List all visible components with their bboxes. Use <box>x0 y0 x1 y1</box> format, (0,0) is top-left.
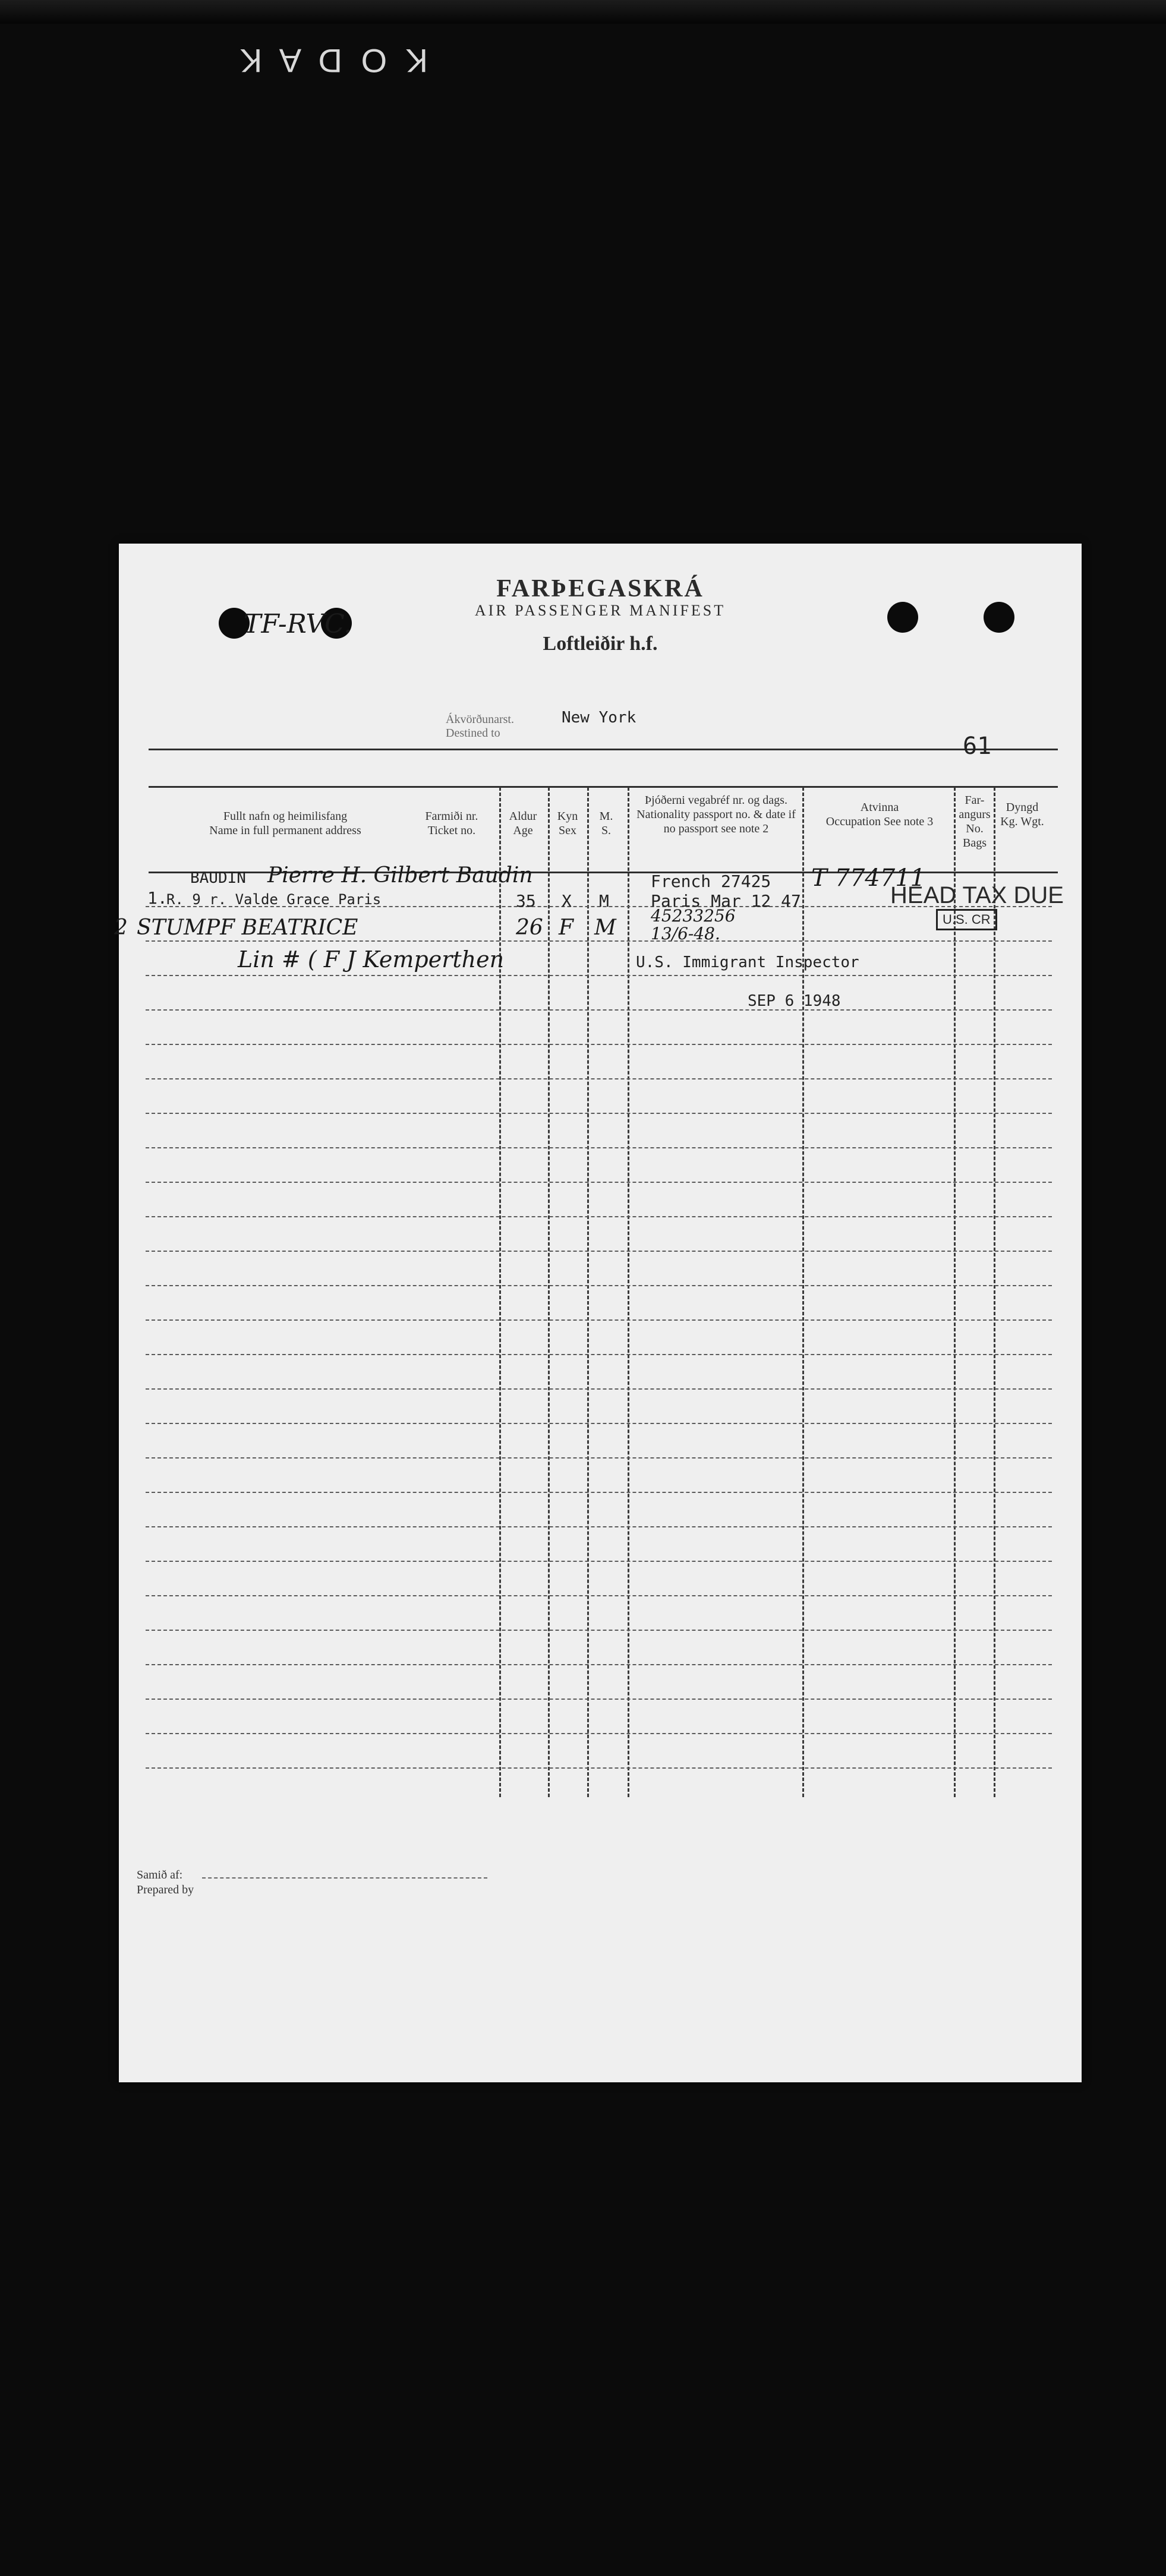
row-line <box>146 1561 1052 1562</box>
row-line <box>146 1388 1052 1390</box>
col-header-sex-is: Kyn <box>557 810 578 823</box>
row-line <box>146 1251 1052 1252</box>
row-line <box>146 1078 1052 1079</box>
row-line <box>146 1664 1052 1665</box>
col-header-age-en: Age <box>513 824 533 837</box>
sealed-label: Samið af: <box>137 1868 183 1882</box>
head-tax-stamp: HEAD TAX DUE <box>890 882 1064 908</box>
row-line <box>146 1492 1052 1493</box>
column-divider <box>499 787 501 1797</box>
destination-label-is: Ákvörðunarst. <box>446 713 514 726</box>
column-divider <box>994 787 995 1797</box>
passenger-passport-date: 13/6-48. <box>651 924 720 943</box>
passenger-sex: X <box>562 891 572 911</box>
column-divider <box>954 787 956 1797</box>
flight-handwritten: TF-RVC. <box>244 609 352 639</box>
row-line <box>146 1182 1052 1183</box>
col-header-sex-en: Sex <box>559 824 576 837</box>
document-subtitle: AIR PASSENGER MANIFEST <box>474 602 726 619</box>
row-line <box>146 1147 1052 1148</box>
us-stamp: U.S. CR <box>936 909 997 930</box>
col-header-occupation-is: Atvinna <box>860 801 899 814</box>
passenger-ms: M <box>599 891 609 911</box>
passenger-name: STUMPF BEATRICE <box>137 916 358 940</box>
col-header-nationality <box>633 793 799 836</box>
col-header-weight <box>995 800 1049 829</box>
row-line <box>146 1767 1052 1769</box>
col-header-name-en: Name in full permanent address <box>209 824 361 837</box>
sealed-line <box>202 1877 487 1879</box>
row-line <box>146 1595 1052 1596</box>
col-header-age-is: Aldur <box>509 810 537 823</box>
column-divider <box>587 787 589 1797</box>
col-header-occupation-en: Occupation See note 3 <box>825 815 934 828</box>
row-line <box>146 940 1052 942</box>
row-line <box>146 1009 1052 1011</box>
col-header-occupation <box>808 800 951 829</box>
row-line <box>146 1630 1052 1631</box>
destination-value: New York <box>562 709 636 727</box>
col-header-weight-is: Dyngd <box>1006 801 1039 814</box>
passenger-ms: M <box>594 916 616 940</box>
row-number: 2 <box>114 916 128 940</box>
row-line <box>146 1354 1052 1355</box>
column-divider <box>548 787 550 1797</box>
row-line <box>146 975 1052 976</box>
passenger-nationality: 45233256 <box>651 906 736 926</box>
passenger-signature: Pierre H. Gilbert Baudin <box>267 863 533 888</box>
col-header-name <box>155 809 416 838</box>
destination-label-en: Destined to <box>446 727 500 740</box>
col-header-ms-en: S. <box>601 824 612 837</box>
col-header-name-is: Fullt nafn og heimilisfang <box>223 810 348 823</box>
col-header-age <box>499 809 547 838</box>
passenger-passport-date: Paris Mar 12 47 <box>651 891 801 911</box>
col-header-nationality-is: Þjóðerni vegabréf nr. og dags. <box>645 794 787 807</box>
passenger-nationality: French 27425 <box>651 872 771 891</box>
airline-name: Loftleiðir h.f. <box>543 633 658 655</box>
header-rule <box>149 749 1058 750</box>
row-line <box>146 1457 1052 1459</box>
inspector-text: U.S. Immigrant Inspector <box>636 954 859 971</box>
passenger-name: BAUDIN <box>190 869 246 887</box>
document-title: FARÞEGASKRÁ <box>496 575 704 602</box>
col-header-ticket <box>410 809 493 838</box>
passenger-sex: F <box>559 916 573 940</box>
col-header-ticket-is: Farmiði nr. <box>425 810 478 823</box>
ticket-handwritten: T 774711 <box>811 864 926 892</box>
col-header-ms <box>588 809 624 838</box>
column-divider <box>628 787 629 1797</box>
film-top-edge <box>0 0 1166 24</box>
row-line <box>146 1699 1052 1700</box>
row-line <box>146 1216 1052 1217</box>
passenger-age: 26 <box>516 916 543 940</box>
row-line <box>146 1319 1052 1321</box>
col-header-ticket-en: Ticket no. <box>427 824 476 837</box>
col-header-bags <box>957 793 992 850</box>
col-header-weight-en: Kg. Wgt. <box>1000 815 1044 828</box>
row-line <box>146 1733 1052 1734</box>
passenger-address: R. 9 r. Valde Grace Paris <box>166 891 382 908</box>
film-edge-brand: K O D A K <box>235 42 428 80</box>
col-header-nationality-en: Nationality passport no. & date if no passport see note 2 <box>636 808 796 835</box>
column-divider <box>802 787 804 1797</box>
film-edge-text <box>12 42 428 80</box>
col-header-bags-is: Far- angurs No. <box>959 794 991 835</box>
row-line <box>146 1113 1052 1114</box>
inspector-date: SEP 6 1948 <box>748 992 841 1010</box>
col-header-bags-en: Bags <box>963 836 987 850</box>
col-header-ms-is: M. <box>599 810 613 823</box>
passenger-age: 35 <box>516 891 536 911</box>
row-line <box>146 1044 1052 1045</box>
row-line <box>146 1285 1052 1286</box>
table-top-rule <box>149 786 1058 788</box>
inspector-signature: Lin # ( F J Kemperthen <box>238 946 505 973</box>
prepared-label: Prepared by <box>137 1883 194 1896</box>
col-header-sex <box>550 809 585 838</box>
manifest-document <box>114 544 1082 2082</box>
row-line <box>146 1526 1052 1527</box>
row-line <box>146 1423 1052 1424</box>
page-number: 61 <box>963 733 992 760</box>
row-number: 1. <box>147 888 168 908</box>
